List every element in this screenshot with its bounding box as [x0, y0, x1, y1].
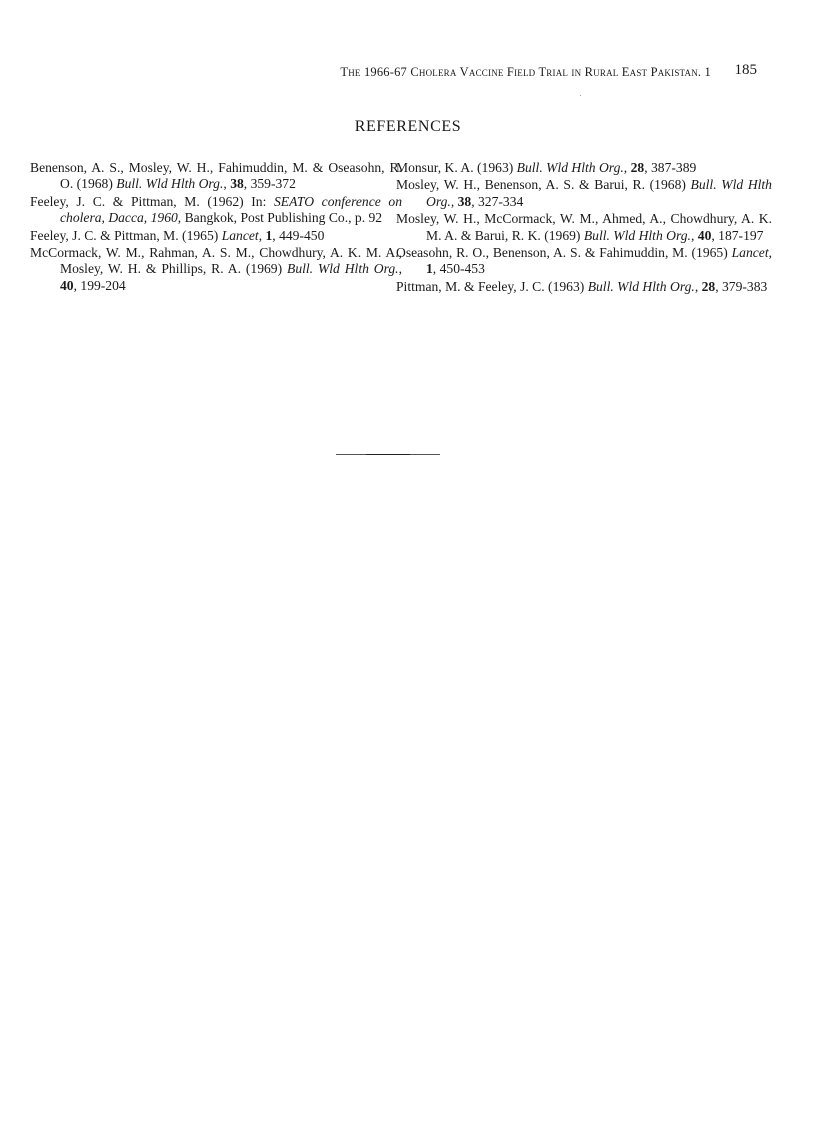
ref-authors: Benenson, A. S., Mosley, W. H., Fahimuddin, M. & Oseasohn, R. O. (1968)	[30, 160, 402, 192]
ref-volume: 28	[630, 160, 645, 175]
reference-item	[30, 245, 402, 294]
ref-volume: 1	[265, 227, 273, 243]
running-title: The 1966-67 Cholera Vaccine Field Trial in Rural East Pakistan. 1	[340, 65, 711, 79]
ref-pages: , 450-453	[432, 261, 485, 277]
ref-volume: 40	[60, 277, 74, 293]
section-heading: REFERENCES	[354, 118, 462, 135]
ref-pages: , 327-334	[471, 193, 524, 209]
ref-sep: ,	[623, 160, 631, 175]
ref-source: Bull. Wld Hlth Org.	[116, 176, 224, 192]
ref-volume: 28	[701, 278, 716, 294]
reference-item	[396, 211, 772, 244]
references-right-column	[396, 160, 772, 296]
ref-authors: McCormack, W. M., Rahman, A. S. M., Chowdhury, A. K. M. A., Mosley, W. H. & Phillips, R. A. (1969)	[30, 245, 402, 277]
ref-source: Bull. Wld Hlth Org.	[587, 278, 695, 294]
ref-source: Bull. Wld Hlth Org.	[583, 227, 691, 243]
ref-authors: Feeley, J. C. & Pittman, M. (1965)	[30, 227, 222, 243]
ref-pages: , 449-450	[272, 227, 325, 243]
ref-pages: , 387-389	[644, 160, 697, 175]
ref-volume: 38	[230, 176, 244, 192]
ref-source: SEATO conference on cholera, Dacca, 1960	[60, 193, 402, 226]
ref-volume: 40	[697, 227, 712, 243]
ref-pages: , 359-372	[243, 176, 296, 192]
ref-source: Lancet	[731, 245, 769, 261]
references-left-column	[30, 160, 402, 295]
ref-source: Bull. Wld Hlth Org.	[516, 160, 624, 175]
ref-authors: Mosley, W. H., McCormack, W. M., Ahmed, A., Chowdhury, A. K. M. A. & Barui, R. K. (1969)	[396, 211, 772, 243]
ref-source: Bull. Wld Hlth Org.	[287, 261, 399, 277]
ref-volume: 38	[457, 193, 472, 209]
ref-authors: Pittman, M. & Feeley, J. C. (1963)	[396, 278, 588, 294]
page-number: 185	[734, 62, 757, 78]
ref-sep: ,	[258, 227, 266, 243]
ref-volume: 1	[426, 261, 433, 277]
reference-item	[396, 177, 772, 210]
ref-sep: ,	[398, 261, 402, 277]
ref-sep: , Bangkok, Post Publishing Co., p. 92	[177, 210, 383, 226]
reference-item	[396, 160, 772, 176]
ref-authors: Mosley, W. H., Benenson, A. S. & Barui, R. (1968)	[396, 177, 691, 193]
ref-authors: Monsur, K. A. (1963)	[396, 160, 517, 175]
reference-item	[30, 194, 402, 227]
print-speck	[580, 95, 581, 96]
running-header	[0, 62, 816, 82]
end-of-article-rule	[336, 454, 440, 455]
reference-item	[396, 245, 772, 278]
ref-sep: ,	[450, 193, 458, 209]
ref-sep: ,	[694, 278, 702, 294]
reference-item	[30, 228, 402, 244]
ref-authors: Feeley, J. C. & Pittman, M. (1962) In:	[30, 193, 274, 209]
ref-sep: ,	[223, 176, 231, 192]
ref-authors: Oseasohn, R. O., Benenson, A. S. & Fahimuddin, M. (1965)	[396, 245, 732, 261]
ref-pages: , 379-383	[715, 278, 768, 294]
reference-item	[396, 279, 772, 295]
ref-sep: ,	[768, 245, 772, 261]
ref-source: Lancet	[221, 227, 259, 243]
ref-sep: ,	[690, 227, 698, 243]
ref-pages: , 199-204	[73, 277, 126, 293]
ref-pages: , 187-197	[711, 227, 764, 243]
ref-source: Bull. Wld Hlth Org.	[426, 177, 772, 209]
reference-item	[30, 160, 402, 193]
